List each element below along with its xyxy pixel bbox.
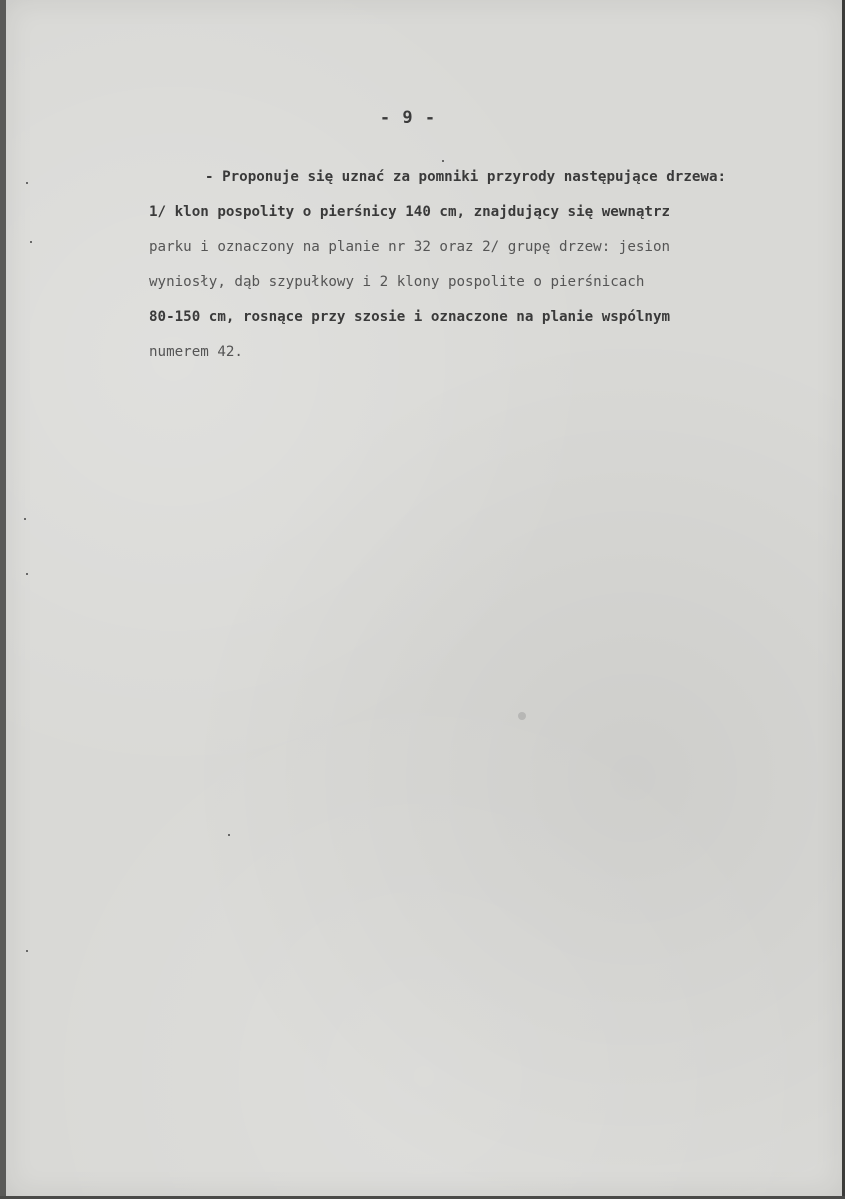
page-number: - 9 - [379,108,437,128]
paper-smudge [518,712,526,720]
paper-speck [30,241,32,243]
paper-speck [24,518,26,520]
text-line-1: - Proponuje się uznać za pomniki przyrody następujące drzewa: [205,169,727,185]
paper-speck [442,160,444,162]
paper-speck [26,573,28,575]
document-page [6,0,842,1196]
text-line-3: parku i oznaczony na planie nr 32 oraz 2/ grupę drzew: jesion [149,239,671,255]
paper-speck [228,834,230,836]
paper-speck [26,182,28,184]
text-line-4: wyniosły, dąb szypułkowy i 2 klony pospolite o pierśnicach [149,274,645,290]
text-line-6: numerem 42. [149,344,243,360]
text-line-5: 80-150 cm, rosnące przy szosie i oznaczone na planie wspólnym [149,309,671,325]
body-paragraph [149,160,845,370]
text-line-2: 1/ klon pospolity o pierśnicy 140 cm, znajdujący się wewnątrz [149,204,671,220]
paper-speck [26,950,28,952]
